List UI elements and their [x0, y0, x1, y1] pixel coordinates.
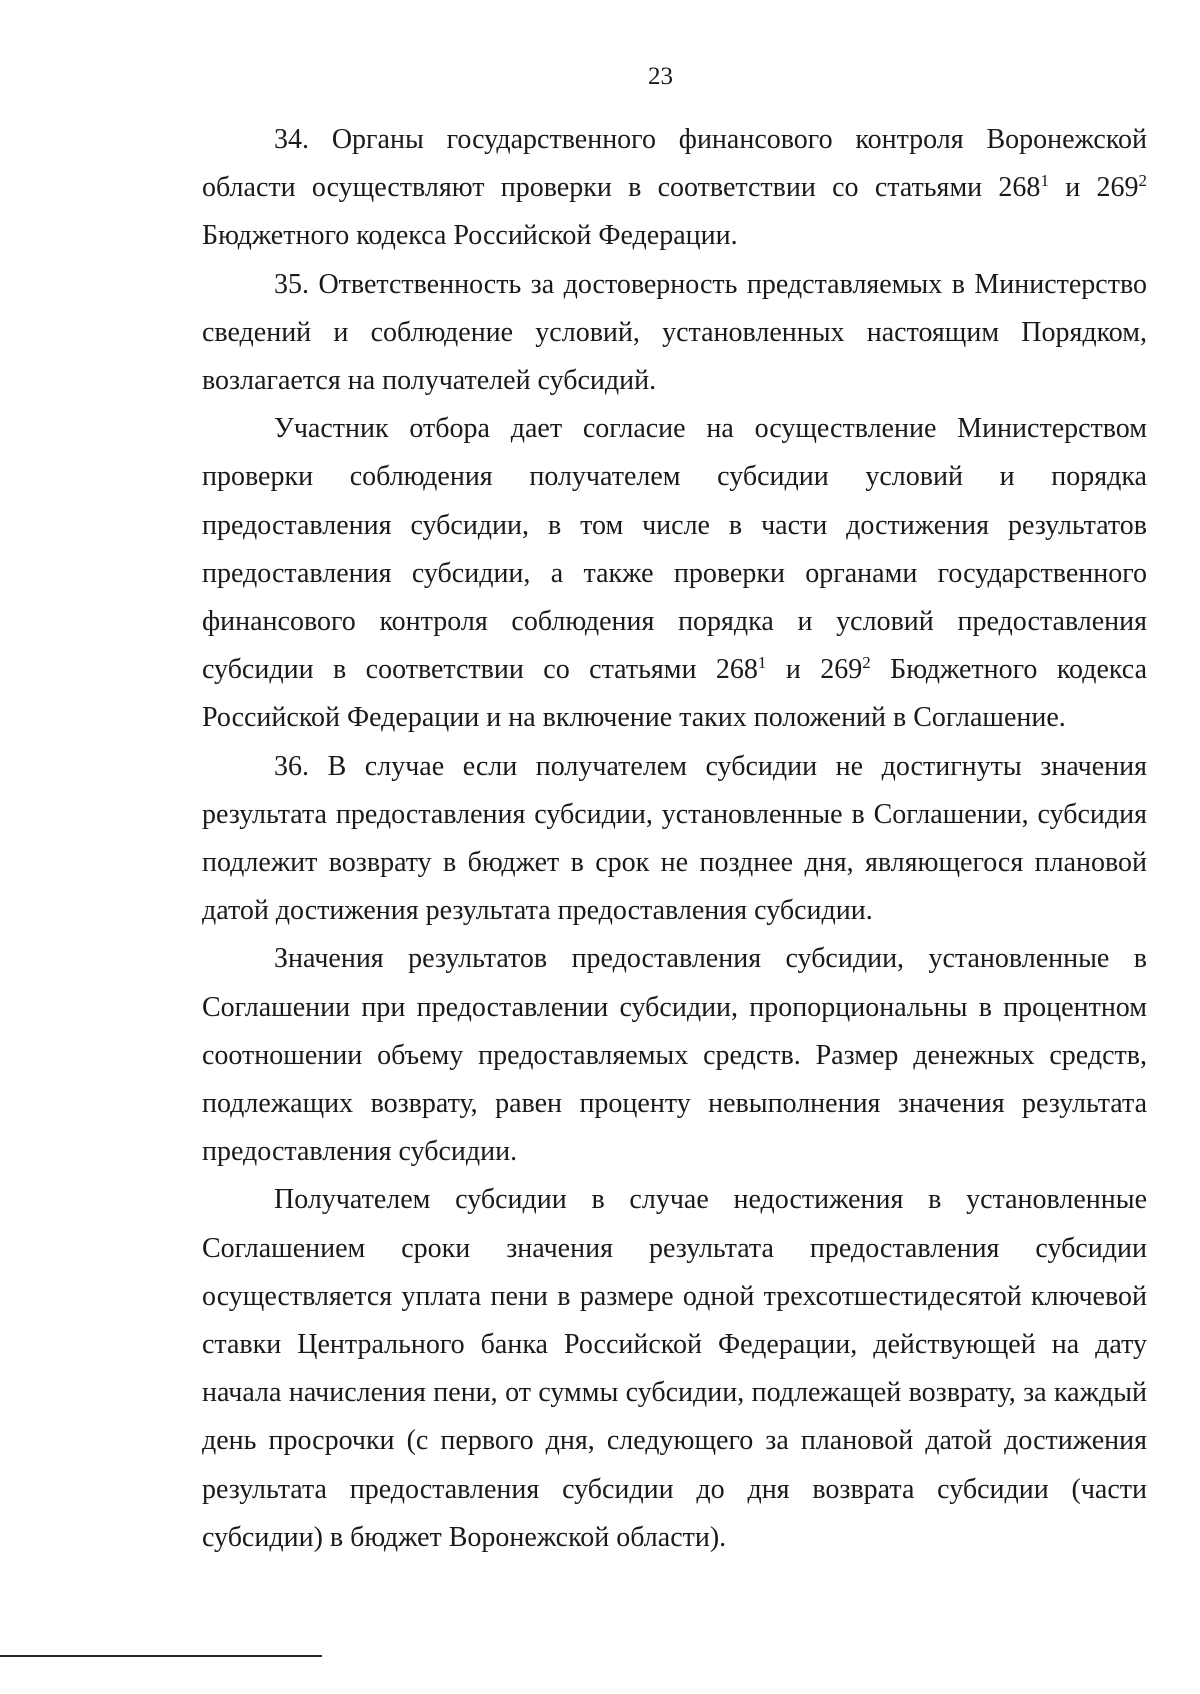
paragraph-34-text-c: Бюджетного кодекса Российской Федерации.	[202, 220, 738, 252]
page-number: 23	[648, 63, 673, 90]
paragraph-34-superscript-1: 1	[1040, 171, 1049, 191]
footnote-separator-line	[0, 1655, 322, 1657]
paragraph-34-text-a: 34. Органы государственного финансового контроля Воронежской области осуществляют проверки в соответствии со статьями 268	[202, 124, 1147, 204]
paragraph-35-consent-superscript-1: 1	[757, 653, 767, 673]
document-body	[202, 116, 1147, 1562]
paragraph-34-text-b: и 269	[1048, 172, 1139, 204]
paragraph-36-penalty: Получателем субсидии в случае недостижения в установленные Соглашением сроки значения результата предоставления субсидии осуществляется уплата пени в размере одной трехсотшестидесятой ключевой ставки Центрального банка Российской Федерации, действующей на дату начала начисления пени, от суммы субсидии, подлежащей возврату, за каждый день просрочки (с первого дня, следующего за плановой датой достижения результата предоставления субсидии до дня возврата субсидии (части субсидии) в бюджет Воронежской области).	[202, 1184, 1147, 1553]
paragraph-35-consent-text-c: Бюджетного кодекса Российской Федерации и на включение таких положений в Соглашение.	[202, 654, 1148, 734]
paragraph-36: 36. В случае если получателем субсидии не достигнуты значения результата предоставления субсидии, установленные в Соглашении, субсидия подлежит возврату в бюджет в срок не позднее дня, являющегося плановой датой достижения результата предоставления субсидии.	[202, 750, 1147, 927]
paragraph-36-values: Значения результатов предоставления субсидии, установленные в Соглашении при предоставлении субсидии, пропорциональны в процентном соотношении объему предоставляемых средств. Размер денежных средств, подлежащих возврату, равен проценту невыполнения значения результата предоставления субсидии.	[202, 943, 1147, 1168]
paragraph-35-consent-superscript-2: 2	[862, 653, 871, 673]
paragraph-34-superscript-2: 2	[1138, 171, 1148, 191]
paragraph-34	[202, 116, 1147, 261]
paragraph-35-consent	[202, 405, 1147, 742]
paragraph-35-consent-text-a: Участник отбора дает согласие на осуществление Министерством проверки соблюдения получателем субсидии условий и порядка предоставления субсидии, в том числе в части достижения результатов предоставления субсидии, а также проверки органами государственного финансового контроля соблюдения порядка и условий предоставления субсидии в соответствии со статьями 268	[202, 413, 1147, 686]
paragraph-35-consent-text-b: и 269	[766, 654, 863, 686]
paragraph-35: 35. Ответственность за достоверность представляемых в Министерство сведений и соблюдение условий, установленных настоящим Порядком, возлагается на получателей субсидий.	[202, 268, 1147, 397]
